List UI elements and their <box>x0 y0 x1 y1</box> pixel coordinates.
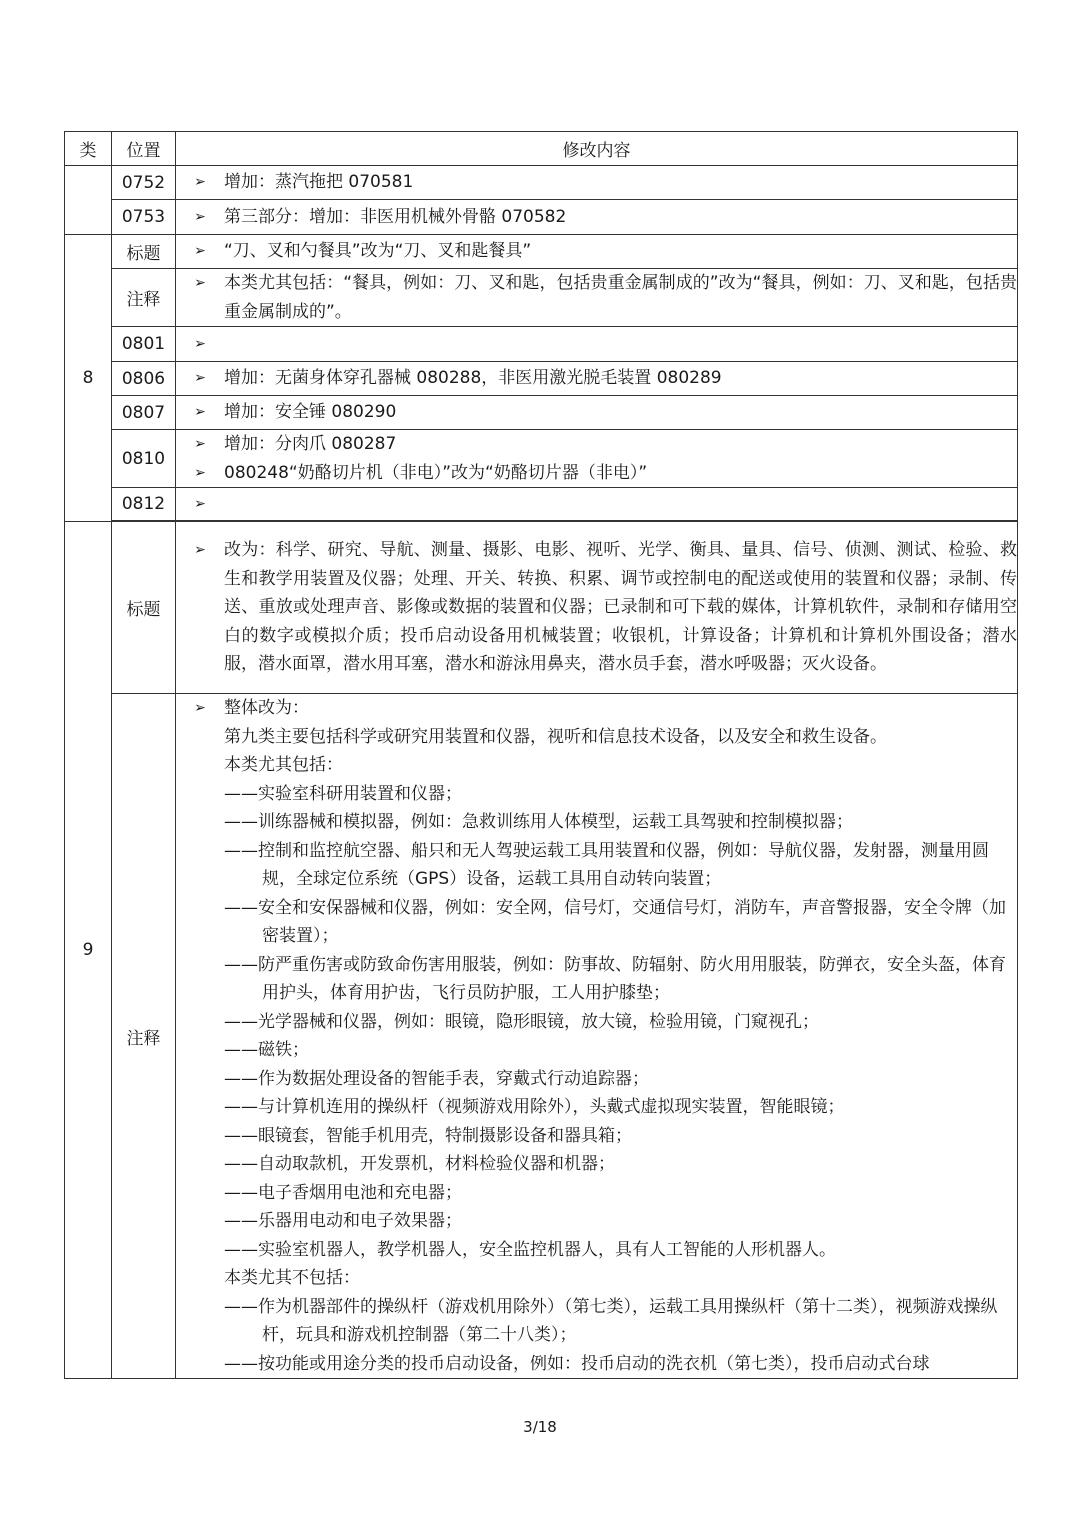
note-line: 本类尤其不包括： <box>224 1268 360 1288</box>
content-cell <box>176 327 1018 362</box>
content-cell <box>176 166 1018 200</box>
table-row <box>65 166 1018 200</box>
note-line: ——乐器用电动和电子效果器； <box>224 1211 462 1231</box>
note-line: 本类尤其包括： <box>224 755 343 775</box>
table-row <box>65 269 1018 327</box>
content-text: 080248“奶酪切片机（非电）”改为“奶酪切片器（非电）” <box>224 462 648 483</box>
content-cell <box>176 694 1018 1379</box>
position-cell: 标题 <box>112 235 176 269</box>
class-cell: 9 <box>65 522 112 1379</box>
content-cell <box>176 362 1018 396</box>
content-text: 增加：分肉爪 080287 <box>224 434 397 454</box>
note-line: ——眼镜套，智能手机用壳，特制摄影设备和器具箱； <box>224 1125 632 1146</box>
content-cell <box>176 522 1018 694</box>
position-cell: 0810 <box>112 430 176 488</box>
arrow-bullet-icon: ➢ <box>194 436 206 452</box>
arrow-bullet-icon: ➢ <box>194 370 206 387</box>
header-row <box>65 132 1018 166</box>
table-row <box>65 694 1018 1379</box>
note-line: ——磁铁； <box>224 1040 309 1060</box>
content-text: 本类尤其包括：“餐具，例如：刀、叉和匙，包括贵重金属制成的”改为“餐具，例如：刀、叉和匙，包括贵重金属制成的”。 <box>224 273 1017 322</box>
content-text: 整体改为： <box>224 698 309 718</box>
content-text: 增加：无菌身体穿孔器械 080288，非医用激光脱毛装置 080289 <box>224 368 722 389</box>
class-cell: 8 <box>65 235 112 522</box>
arrow-bullet-icon: ➢ <box>194 495 206 512</box>
note-line: ——控制和监控航空器、船只和无人驾驶运载工具用装置和仪器，例如：导航仪器，发射器，测量用圆规，全球定位系统（GPS）设备，运载工具用自动转向装置； <box>224 840 989 889</box>
note-line: ——与计算机连用的操纵杆（视频游戏用除外），头戴式虚拟现实装置，智能眼镜； <box>224 1097 845 1117</box>
table-row <box>65 200 1018 235</box>
note-line: ——实验室科研用装置和仪器； <box>224 783 462 804</box>
position-cell: 注释 <box>112 269 176 327</box>
note-line: ——训练器械和模拟器，例如：急救训练用人体模型，运载工具驾驶和控制模拟器； <box>224 812 853 832</box>
class-cell-empty <box>65 166 112 235</box>
table-row <box>65 362 1018 396</box>
arrow-bullet-icon: ➢ <box>194 335 206 352</box>
content-text: “刀、叉和勺餐具”改为“刀、叉和匙餐具” <box>224 241 532 262</box>
note-line: ——作为机器部件的操纵杆（游戏机用除外）（第七类），运载工具用操纵杆（第十二类），视频游戏操纵杆，玩具和游戏机控制器（第二十八类）； <box>224 1296 998 1345</box>
note-line: 第九类主要包括科学或研究用装置和仪器，视听和信息技术设备，以及安全和救生设备。 <box>224 726 887 747</box>
position-cell: 0806 <box>112 362 176 396</box>
position-cell: 注释 <box>112 694 176 1379</box>
header-position: 位置 <box>112 132 176 166</box>
page-number: 3/18 <box>523 1418 557 1436</box>
arrow-bullet-icon: ➢ <box>194 404 206 421</box>
position-cell: 0807 <box>112 396 176 430</box>
content-text: 改为：科学、研究、导航、测量、摄影、电影、视听、光学、衡具、量具、信号、侦测、测试、检验、救生和教学用装置及仪器；处理、开关、转换、积累、调节或控制电的配送或使用的装置和仪器；录制、传送、重放或处理声音、影像或数据的装置和仪器；已录制和可下载的媒体，计算机软件，录制和存储用空白的数字或模拟介质；投币启动设备用机械装置；收银机，计算设备；计算机和计算机外围设备；潜水服，潜水面罩，潜水用耳塞，潜水和游泳用鼻夹，潜水员手套，潜水呼吸器；灭火设备。 <box>224 540 1017 675</box>
content-cell <box>176 200 1018 235</box>
table-row <box>65 396 1018 430</box>
note-line: ——光学器械和仪器，例如：眼镜，隐形眼镜，放大镜，检验用镜，门窥视孔； <box>224 1011 819 1032</box>
content-cell <box>176 488 1018 521</box>
position-cell: 标题 <box>112 522 176 694</box>
position-cell: 0753 <box>112 200 176 235</box>
header-content: 修改内容 <box>176 132 1018 166</box>
content-text: 增加：安全锤 080290 <box>224 402 397 423</box>
note-line: ——自动取款机，开发票机，材料检验仪器和机器； <box>224 1154 615 1174</box>
content-text: 增加：蒸汽拖把 070581 <box>224 172 414 193</box>
note-line: ——电子香烟用电池和充电器； <box>224 1182 462 1203</box>
table-row <box>65 522 1018 694</box>
table-row <box>65 327 1018 362</box>
position-cell: 0812 <box>112 488 176 521</box>
table-row <box>65 235 1018 269</box>
table-row <box>65 488 1018 521</box>
note-line: ——防严重伤害或防致命伤害用服装，例如：防事故、防辐射、防火用用服装，防弹衣，安全头盔，体育用护头，体育用护齿，飞行员防护服，工人用护膝垫； <box>224 954 1006 1003</box>
content-cell <box>176 235 1018 269</box>
table-row <box>65 430 1018 488</box>
content-cell <box>176 396 1018 430</box>
header-class: 类 <box>65 132 112 166</box>
position-cell: 0801 <box>112 327 176 362</box>
arrow-bullet-icon: ➢ <box>194 464 206 481</box>
content-cell <box>176 430 1018 488</box>
arrow-bullet-icon: ➢ <box>194 275 206 291</box>
arrow-bullet-icon: ➢ <box>194 208 206 225</box>
amendment-table <box>64 131 1018 1379</box>
note-line: ——按功能或用途分类的投币启动设备，例如：投币启动的洗衣机（第七类），投币启动式台球 <box>224 1353 930 1374</box>
position-cell: 0752 <box>112 166 176 200</box>
arrow-bullet-icon: ➢ <box>194 174 206 191</box>
note-line: ——作为数据处理设备的智能手表，穿戴式行动追踪器； <box>224 1068 649 1089</box>
note-line: ——实验室机器人，教学机器人，安全监控机器人，具有人工智能的人形机器人。 <box>224 1239 836 1260</box>
arrow-bullet-icon: ➢ <box>194 700 206 716</box>
content-text: 第三部分：增加：非医用机械外骨骼 070582 <box>224 206 567 227</box>
arrow-bullet-icon: ➢ <box>194 542 206 559</box>
arrow-bullet-icon: ➢ <box>194 243 206 260</box>
content-cell <box>176 269 1018 327</box>
note-line: ——安全和安保器械和仪器，例如：安全网，信号灯，交通信号灯，消防车，声音警报器，安全令牌（加密装置）； <box>224 897 1006 946</box>
